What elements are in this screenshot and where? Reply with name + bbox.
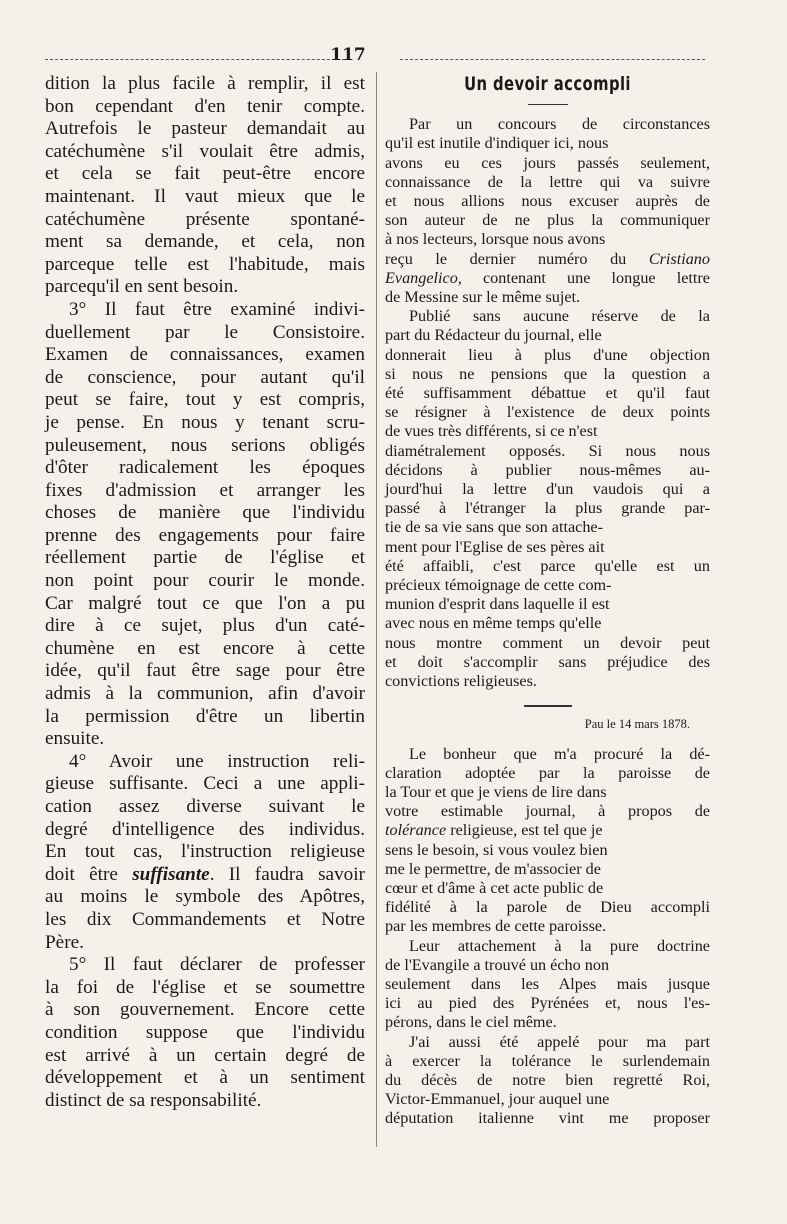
text-line: développement et à un sentiment <box>45 1067 365 1089</box>
header-dashed-line-left <box>45 59 345 60</box>
text-line: de l'Evangile a trouvé un écho non <box>385 955 610 974</box>
text-line: décidons à publier nous-mêmes au- <box>385 460 710 479</box>
title-rule <box>528 104 568 105</box>
text-line: fixes d'admission et arranger les <box>45 479 365 501</box>
text-line: réellement partie de l'église et <box>45 547 365 569</box>
article-title: Un devoir accompli <box>464 73 631 95</box>
text-line: munion d'esprit dans laquelle il est <box>385 595 610 614</box>
section-separator <box>524 705 572 707</box>
text-line: puleusement, nous serions obligés <box>45 434 365 456</box>
text-line: je pense. En nous y tenant scru- <box>45 411 365 433</box>
text-line: convictions religieuses. <box>385 672 537 691</box>
right-paragraph-5 <box>385 1033 710 1129</box>
text-line: nous montre comment un devoir peut <box>385 633 710 652</box>
text-line: distinct de sa responsabilité. <box>45 1089 262 1111</box>
text-line: claration adoptée par la paroisse de <box>385 763 710 782</box>
text-line: précieux témoignage de cette com- <box>385 576 612 595</box>
text-fragment: , contenant une longue lettre <box>457 268 710 287</box>
text-line: les dix Commandements et Notre <box>45 908 365 930</box>
text-line: été affaibli, c'est parce qu'elle est un <box>385 556 710 575</box>
text-line: la foi de l'église et se soumettre <box>45 976 365 998</box>
letter-dateline: Pau le 14 mars 1878. <box>584 717 690 732</box>
text-line: à nos lecteurs, lorsque nous avons <box>385 230 606 249</box>
right-paragraph-3 <box>385 745 710 937</box>
text-line: son auteur de ne plus la communiquer <box>385 211 710 230</box>
text-line: diamétralement opposés. Si nous nous <box>385 441 710 460</box>
text-line: admis à la communion, afin d'avoir <box>45 683 365 705</box>
text-line: degré d'intelligence des individus. <box>45 818 365 840</box>
text-line: avec nous en même temps qu'elle <box>385 614 602 633</box>
right-paragraph-1-lines <box>385 115 710 249</box>
right-paragraph-1 <box>385 115 710 307</box>
text-line: qu'il est inutile d'indiquer ici, nous <box>385 134 609 153</box>
text-line <box>385 250 710 269</box>
text-line: du décès de notre bien regretté Roi, <box>385 1070 710 1089</box>
text-line: pérons, dans le ciel même. <box>385 1013 557 1032</box>
text-line: gieuse suffisante. Ceci a une appli- <box>45 773 365 795</box>
text-line: Le bonheur que m'a procuré la dé- <box>409 744 710 763</box>
text-line: dition la plus facile à remplir, il est <box>45 73 365 94</box>
text-line: parceque telle est l'habitude, mais <box>45 253 365 275</box>
text-line: d'ôter radicalement les époques <box>45 457 365 479</box>
text-line: bon cependant d'en tenir compte. <box>45 95 365 117</box>
text-line: parcequ'il en sent besoin. <box>45 276 239 298</box>
text-line: fidélité à la parole de Dieu accompli <box>385 898 710 917</box>
text-fragment: religieuse, est tel que je <box>446 821 603 840</box>
text-line: 3° Il faut être examiné indivi- <box>69 298 365 320</box>
text-fragment: doit être <box>45 863 133 885</box>
text-line: idée, qu'il faut être sage pour être <box>45 660 365 682</box>
text-line: peut se faire, tout y est compris, <box>45 389 365 411</box>
emphasis-word: tolérance <box>385 821 447 840</box>
text-line: avons eu ces jours passés seulement, <box>385 153 710 172</box>
text-line: cation assez diverse suivant le <box>45 796 365 817</box>
text-fragment: reçu le dernier numéro du <box>385 249 649 268</box>
text-line: la Tour et que je viens de lire dans <box>385 782 607 801</box>
text-line: connaissance de la lettre qui va suivre <box>385 172 710 191</box>
text-line: de Messine sur le même sujet. <box>385 288 581 307</box>
text-line: Publié sans aucune réserve de la <box>409 307 710 326</box>
text-line: et nous allions nous excuser auprès de <box>385 192 710 211</box>
text-line: 5° Il faut déclarer de professer <box>69 954 365 976</box>
left-paragraph-3 <box>45 751 365 954</box>
text-line: si nous ne pensions que la question a <box>385 364 710 383</box>
text-line: Leur attachement à la pure doctrine <box>409 936 710 955</box>
text-line: choses de manière que l'individu <box>45 502 365 524</box>
text-line: ment sa demande, et cela, non <box>45 231 365 253</box>
text-line: part du Rédacteur du journal, elle <box>385 326 602 345</box>
text-line: Victor-Emmanuel, jour auquel une <box>385 1090 610 1109</box>
text-line: ment pour l'Eglise de ses pères ait <box>385 537 605 556</box>
periodical-name: Cristiano <box>648 249 710 268</box>
text-line: de conscience, pour autant qu'il <box>45 366 365 388</box>
right-paragraph-4 <box>385 937 710 1033</box>
text-fragment: . Il faudra savoir <box>209 863 365 885</box>
text-line: donnerait lieu à plus d'une objection <box>385 345 710 364</box>
left-paragraph-3-rest <box>45 886 365 954</box>
left-paragraph-1 <box>45 73 365 299</box>
text-line: de vues très différents, si ce n'est <box>385 422 598 441</box>
text-line: ensuite. <box>45 728 105 750</box>
text-line: Examen de connaissances, examen <box>45 344 365 366</box>
text-line <box>45 864 365 887</box>
text-line: seulement dans les Alpes mais jusque <box>385 974 710 993</box>
text-line: J'ai aussi été appelé pour ma part <box>409 1032 710 1051</box>
text-line: me le permettre, de m'associer de <box>385 859 601 878</box>
text-line: se résigner à l'existence de deux points <box>385 403 710 422</box>
periodical-name: Evangelico <box>385 268 458 287</box>
text-line <box>385 821 710 840</box>
text-line: votre estimable journal, à propos de <box>385 802 710 821</box>
text-line: Autrefois le pasteur demandait au <box>45 118 365 140</box>
left-paragraph-4 <box>45 954 365 1112</box>
text-line: à exercer la tolérance le surlendemain <box>385 1051 710 1070</box>
text-line: ici au pied des Pyrénées et, nous l'es- <box>385 994 710 1013</box>
left-column <box>45 73 365 1112</box>
text-line: non point pour courir le monde. <box>45 570 365 592</box>
text-line: et doit s'accomplir sans préjudice des <box>385 652 710 671</box>
page-number: 117 <box>330 45 366 65</box>
left-paragraph-3-lines <box>45 751 365 864</box>
text-line: Père. <box>45 931 84 953</box>
text-line: par les membres de cette paroisse. <box>385 917 607 936</box>
text-line: Car malgré tout ce que l'on a pu <box>45 592 365 614</box>
text-line: duellement par le Consistoire. <box>45 321 365 343</box>
emphasis-word: suffisante <box>132 863 210 885</box>
text-line: est arrivé à un certain degré de <box>45 1044 365 1066</box>
text-line: condition suppose que l'individu <box>45 1021 365 1043</box>
right-paragraph-3-lines-a <box>385 745 710 822</box>
text-line: catéchumène s'il voulait être admis, <box>45 140 365 162</box>
text-line: cœur et d'âme à cet acte public de <box>385 878 604 897</box>
text-line: prenne des engagements pour faire <box>45 524 365 546</box>
text-line: 4° Avoir une instruction reli- <box>69 750 365 772</box>
right-paragraph-2 <box>385 307 710 691</box>
column-divider <box>376 72 377 1147</box>
text-line: chumène en est encore à cette <box>45 637 365 659</box>
text-line: au moins le symbole des Apôtres, <box>45 886 365 908</box>
text-line: été suffisamment débattue et qu'il faut <box>385 384 710 403</box>
left-paragraph-2 <box>45 299 365 751</box>
text-line: et cela se fait peut-être encore <box>45 163 365 185</box>
text-line: la permission d'être un libertin <box>45 705 365 727</box>
right-paragraph-3-lines-b <box>385 841 710 937</box>
text-line: sens le besoin, si vous voulez bien <box>385 840 608 859</box>
text-line: députation italienne vint me proposer <box>385 1109 710 1128</box>
right-column <box>385 75 710 1129</box>
text-line: En tout cas, l'instruction religieuse <box>45 841 365 863</box>
text-line: maintenant. Il vaut mieux que le <box>45 185 365 207</box>
text-line: passé à l'étranger la plus grande par- <box>385 499 710 518</box>
text-line: tie de sa vie sans que son attache- <box>385 518 604 537</box>
text-line: jourd'hui la lettre d'un vaudois qui a <box>385 480 710 499</box>
header-dashed-line-right <box>400 59 705 60</box>
text-line: à son gouvernement. Encore cette <box>45 999 365 1021</box>
text-line: Par un concours de circonstances <box>409 115 710 134</box>
text-line: catéchumène présente spontané- <box>45 208 365 230</box>
text-line: dire à ce sujet, plus d'un caté- <box>45 615 365 637</box>
text-line <box>385 269 710 288</box>
